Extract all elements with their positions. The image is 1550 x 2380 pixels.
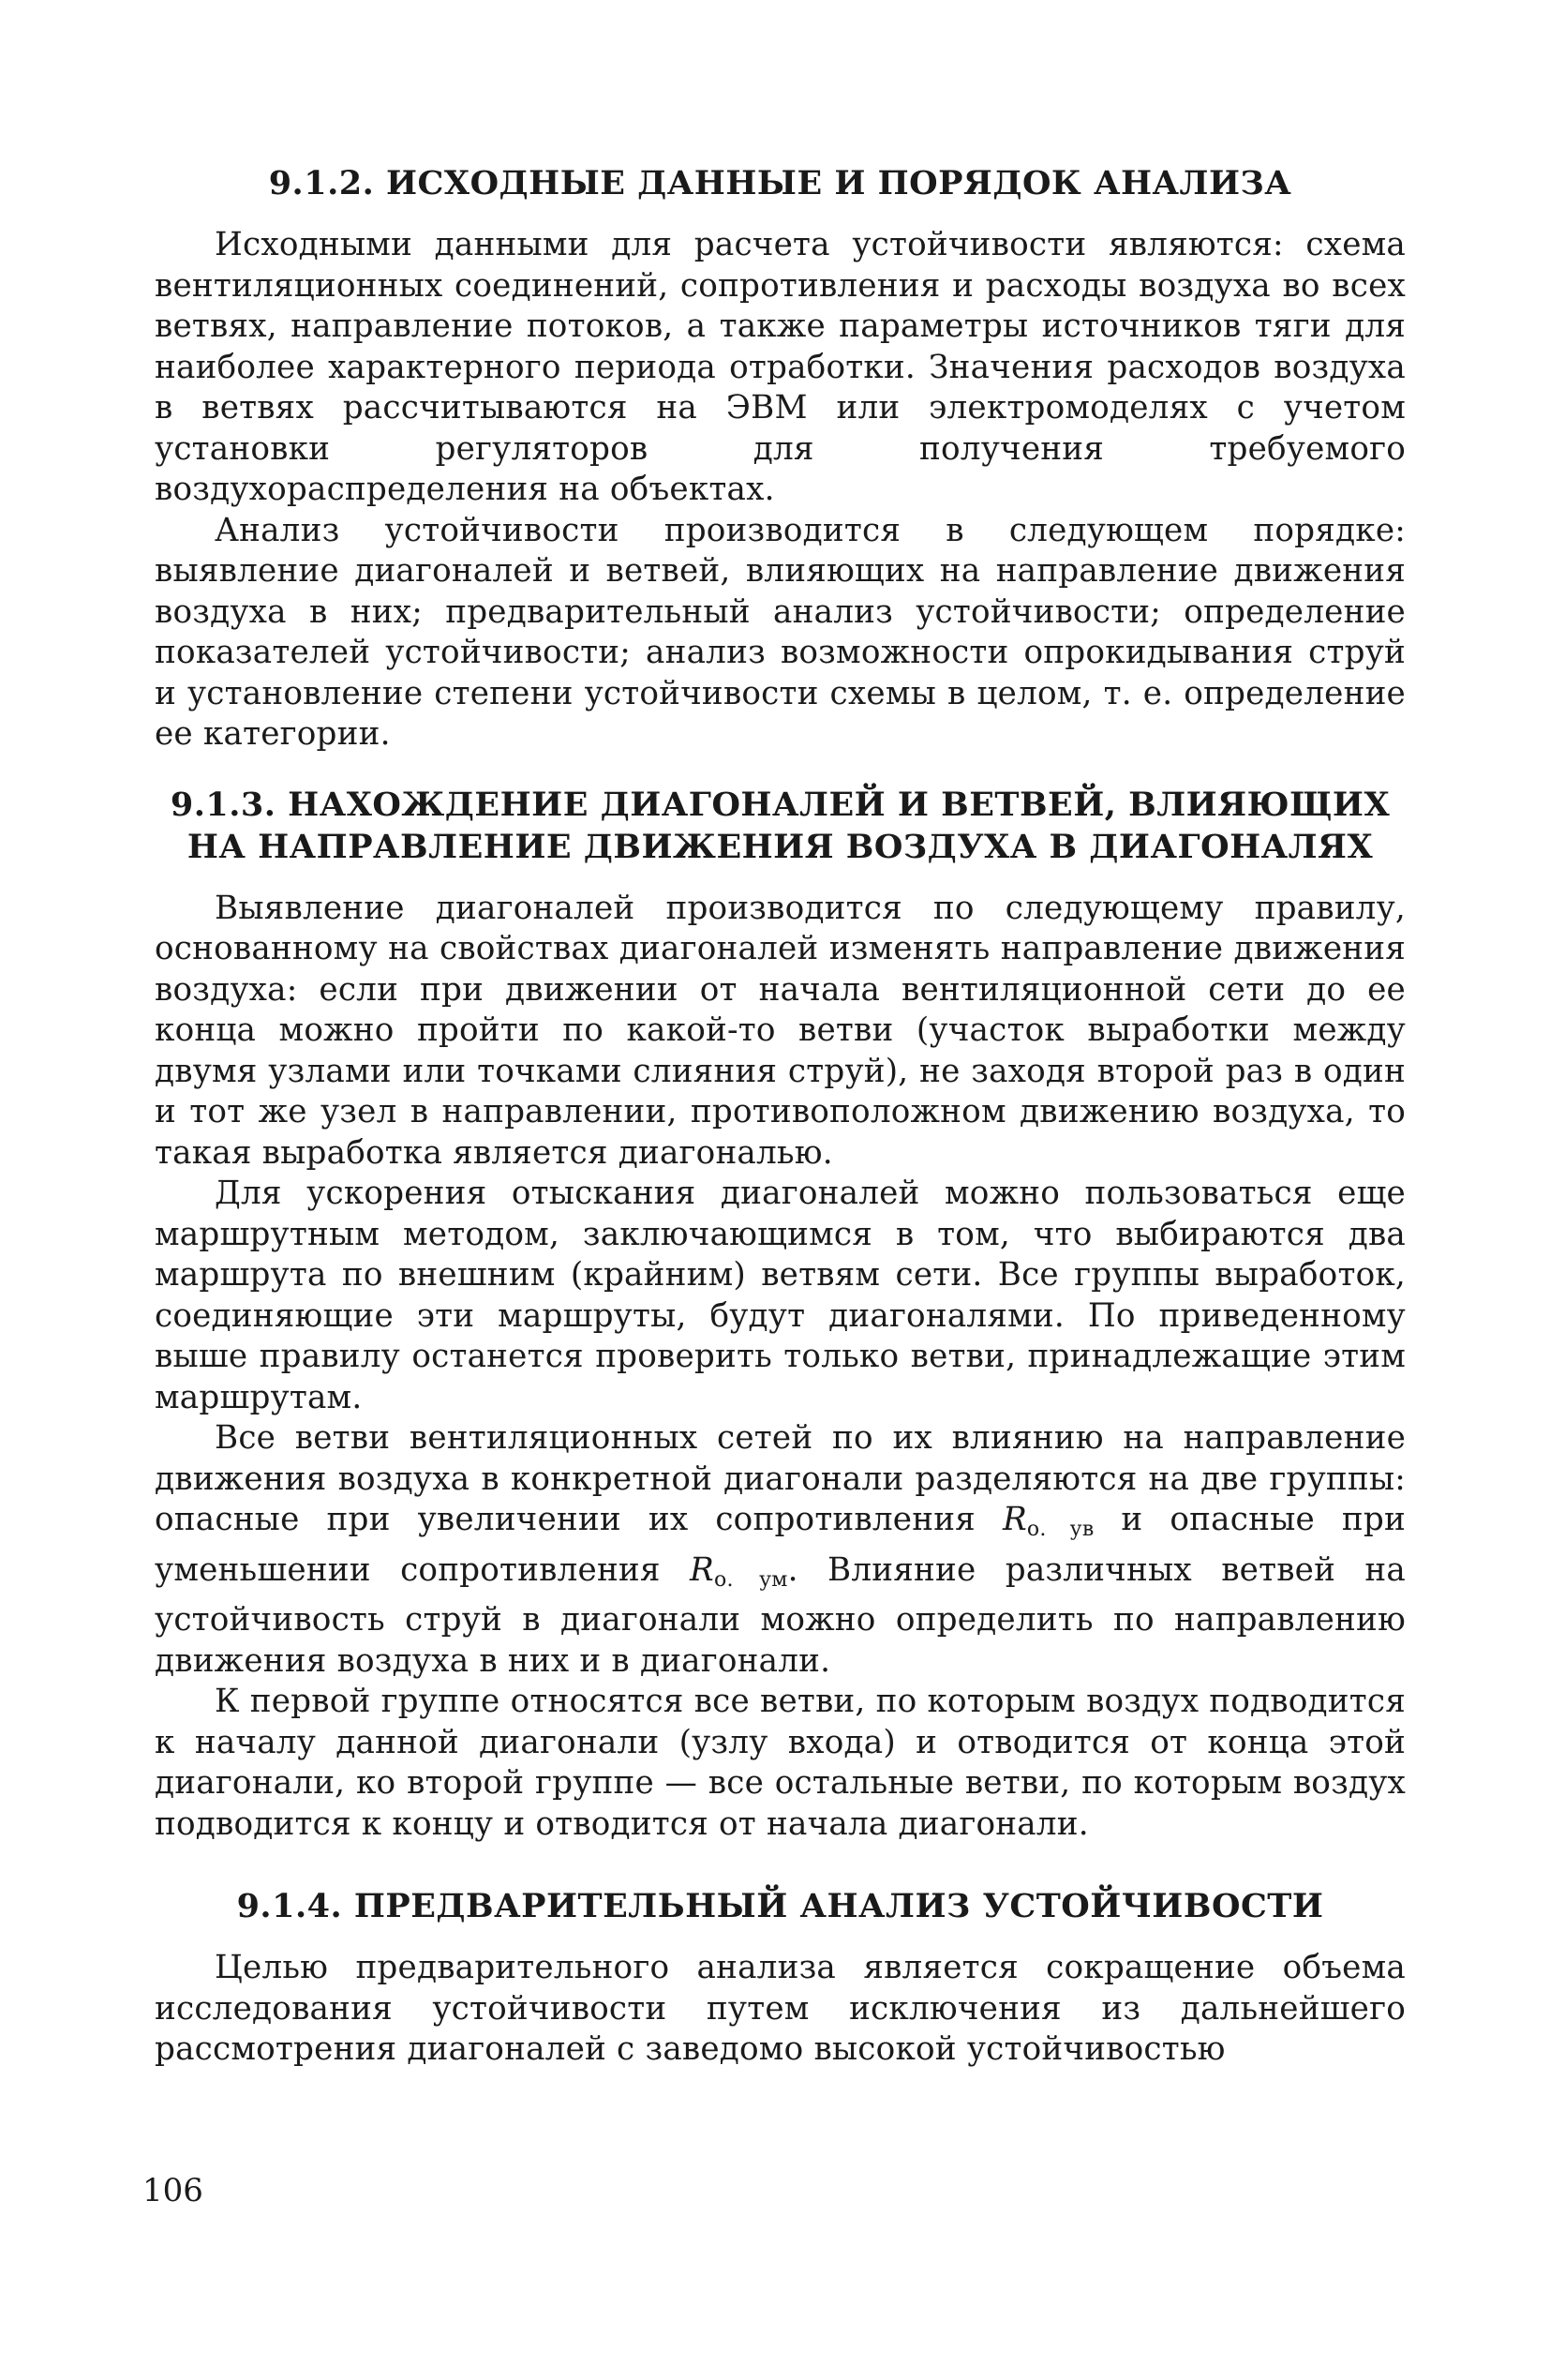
paragraph-source-data: Исходными данными для расчета устойчивости являются: схема вентиляционных соединений, сопротивления и расходы воздуха во всех ветвях, направление потоков, а также параметры источников тяги для наиболее характерного периода отработки. Значения расходов воздуха в ветвях рассчитываются на ЭВМ или электромоделях с учетом установки регуляторов для получения требуемого воздухораспределения на объектах.	[155, 226, 1406, 508]
branch-groups-text-2: и опасные при уменьшении сопротивления	[155, 1501, 1406, 1589]
branch-groups-text-3: . Влияние различных ветвей на устойчивость струй в диагонали можно определить по направлению движения воздуха в них и в диагонали.	[155, 1550, 1406, 1680]
section-heading-9-1-2: 9.1.2. ИСХОДНЫЕ ДАННЫЕ И ПОРЯДОК АНАЛИЗА	[268, 164, 1292, 202]
resistance-subscript-increase: о. ув	[1026, 1518, 1095, 1541]
page-body	[155, 150, 1406, 2071]
section-heading-9-1-3-line1: 9.1.3. НАХОЖДЕНИЕ ДИАГОНАЛЕЙ И ВЕТВЕЙ, ВЛИЯЮЩИХ	[170, 785, 1391, 824]
resistance-symbol-increase: R	[1002, 1501, 1027, 1538]
section-heading-9-1-3	[155, 784, 1406, 868]
paragraph-diagonal-rule: Выявление диагоналей производится по следующему правилу, основанному на свойствах диагоналей изменять направление движения воздуха: если при движении от начала вентиляционной сети до ее конца можно пройти по какой-то ветви (участок выработки между двумя узлами или точками слияния струй), не заходя второй раз в один и тот же узел в направлении, противоположном движению воздуха, то такая выработка является диагональю.	[155, 889, 1406, 1172]
section-heading-9-1-4: 9.1.4. ПРЕДВАРИТЕЛЬНЫЙ АНАЛИЗ УСТОЙЧИВОСТИ	[236, 1887, 1324, 1925]
paragraph-analysis-order: Анализ устойчивости производится в следующем порядке: выявление диагоналей и ветвей, влияющих на направление движения воздуха в них; предварительный анализ устойчивости; определение показателей устойчивости; анализ возможности опрокидывания струй и установление степени устойчивости схемы в целом, т. е. определение ее категории.	[155, 511, 1406, 753]
paragraph-first-group: К первой группе относятся все ветви, по которым воздух подводится к началу данной диагонали (узлу входа) и отводится от конца этой диагонали, ко второй группе — все остальные ветви, по которым воздух подводится к концу и отводится от начала диагонали.	[155, 1683, 1406, 1843]
paragraph-preliminary-analysis: Целью предварительного анализа является сокращение объема исследования устойчивости путем исключения из дальнейшего рассмотрения диагоналей с заведомо высокой устойчивостью	[155, 1949, 1406, 2068]
paragraph-route-method: Для ускорения отыскания диагоналей можно пользоваться еще маршрутным методом, заключающимся в том, что выбираются два маршрута по внешним (крайним) ветвям сети. Все группы выработок, соединяющие эти маршруты, будут диагоналями. По приведенному выше правилу останется проверить только ветви, принадлежащие этим маршрутам.	[155, 1175, 1406, 1416]
resistance-symbol-decrease: R	[690, 1550, 714, 1589]
resistance-subscript-decrease: о. ум	[714, 1567, 788, 1592]
section-heading-9-1-3-line2: НА НАПРАВЛЕНИЕ ДВИЖЕНИЯ ВОЗДУХА В ДИАГОНАЛЯХ	[186, 827, 1374, 866]
paragraph-branch-groups	[155, 1418, 1406, 1682]
page-number: 106	[142, 2172, 203, 2209]
branch-groups-text-1: Все ветви вентиляционных сетей по их влиянию на направление движения воздуха в конкретной диагонали разделяются на две группы: опасные при увеличении их сопротивления	[155, 1419, 1406, 1538]
